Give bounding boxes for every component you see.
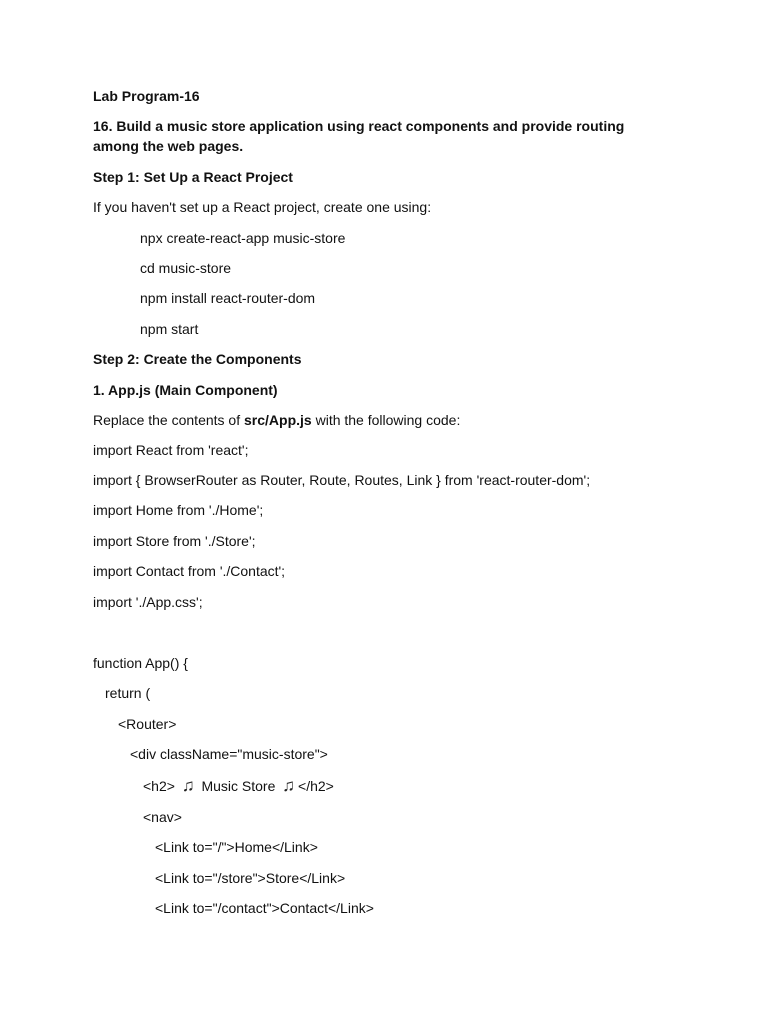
command-line: cd music-store (140, 260, 232, 276)
music-note-icon: ♫ (181, 776, 195, 795)
code-import-line: import Store from './Store'; (93, 533, 256, 549)
app-heading: 1. App.js (Main Component) (93, 382, 278, 398)
replace-prefix: Replace the contents of (93, 412, 244, 428)
code-import-line: import Contact from './Contact'; (93, 563, 286, 579)
step1-intro: If you haven't set up a React project, create one using: (93, 199, 432, 215)
code-h2-line (143, 776, 334, 796)
h2-open-tag: <h2> (143, 778, 175, 794)
command-line: npm start (140, 321, 199, 337)
code-link-contact: <Link to="/contact">Contact</Link> (155, 900, 374, 916)
h2-close-tag: </h2> (298, 778, 334, 794)
code-nav-line: <nav> (143, 809, 182, 825)
h2-text: Music Store (201, 778, 276, 794)
step1-heading: Step 1: Set Up a React Project (93, 169, 293, 185)
command-line: npx create-react-app music-store (140, 230, 346, 246)
code-link-store: <Link to="/store">Store</Link> (155, 870, 346, 886)
code-function-line: function App() { (93, 655, 188, 671)
command-line: npm install react-router-dom (140, 290, 316, 306)
music-note-icon: ♫ (282, 776, 296, 795)
code-import-line: import React from 'react'; (93, 442, 249, 458)
code-div-line: <div className="music-store"> (130, 746, 328, 762)
replace-instruction (93, 410, 460, 430)
step2-heading: Step 2: Create the Components (93, 351, 302, 367)
code-router-line: <Router> (118, 716, 177, 732)
code-return-line: return ( (105, 685, 151, 701)
replace-suffix: with the following code: (311, 412, 461, 428)
code-import-line: import './App.css'; (93, 594, 203, 610)
code-link-home: <Link to="/">Home</Link> (155, 839, 318, 855)
code-import-line: import { BrowserRouter as Router, Route, Routes, Link } from 'react-router-dom'; (93, 472, 591, 488)
file-path: src/App.js (244, 412, 312, 428)
code-import-line: import Home from './Home'; (93, 502, 264, 518)
lab-title: Lab Program-16 (93, 88, 200, 104)
question-text: 16. Build a music store application using react components and provide routing among the web pages. (93, 118, 625, 154)
